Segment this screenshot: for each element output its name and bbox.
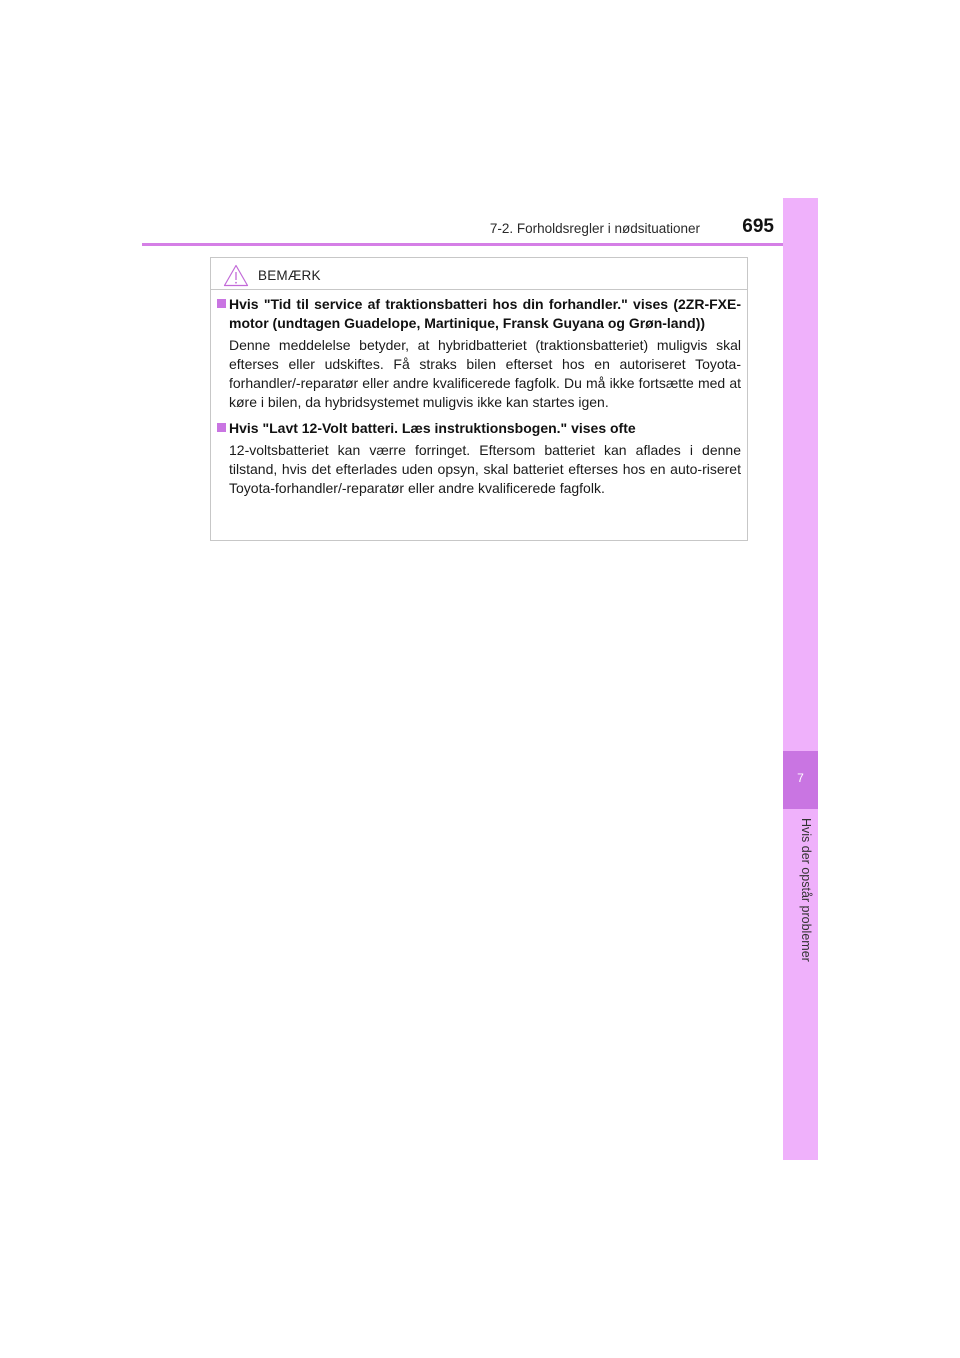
- square-bullet-icon: [217, 295, 229, 333]
- header-rule: [142, 243, 818, 246]
- note-item: [217, 419, 741, 498]
- page-number: 695: [742, 216, 774, 237]
- square-bullet-icon: [217, 419, 229, 438]
- note-item-body: 12-voltsbatteriet kan værre forringet. Eftersom batteriet kan aflades i denne tilstand, hvis det efterlades uden opsyn, skal batteriet efterses hos en auto-riseret Toyota-forhandler/-reparatør eller andre kvalificerede fagfolk.: [229, 442, 741, 496]
- chapter-number: 7: [797, 771, 804, 785]
- note-item-title: Hvis "Tid til service af traktionsbatteri hos din forhandler." vises (2ZR-FXE-motor (undtagen Guadelope, Martinique, Fransk Guyana og Grøn-land)): [217, 295, 741, 333]
- chapter-side-tab[interactable]: [783, 198, 818, 1160]
- note-item-title: Hvis "Lavt 12-Volt batteri. Læs instruktionsbogen." vises ofte: [217, 419, 741, 438]
- note-header: [223, 262, 321, 288]
- note-item: [217, 295, 741, 412]
- chapter-title: Hvis der opstår problemer: [799, 818, 813, 962]
- section-title: 7-2. Forholdsregler i nødsituationer: [489, 221, 700, 236]
- note-label: BEMÆRK: [258, 267, 321, 283]
- warning-triangle-icon: [223, 264, 249, 287]
- note-content: [217, 295, 741, 505]
- note-item-body: Denne meddelelse betyder, at hybridbatteriet (traktionsbatteriet) muligvis skal efterses eller udskiftes. Få straks bilen efterset hos en autoriseret Toyota-forhandler/-reparatør eller andre kvalificerede fagfolk. Du må ikke fortsætte med at køre i bilen, da hybridsystemet muligvis ikke kan startes igen.: [229, 337, 741, 410]
- caution-note-box: [210, 257, 748, 541]
- note-divider: [211, 289, 747, 290]
